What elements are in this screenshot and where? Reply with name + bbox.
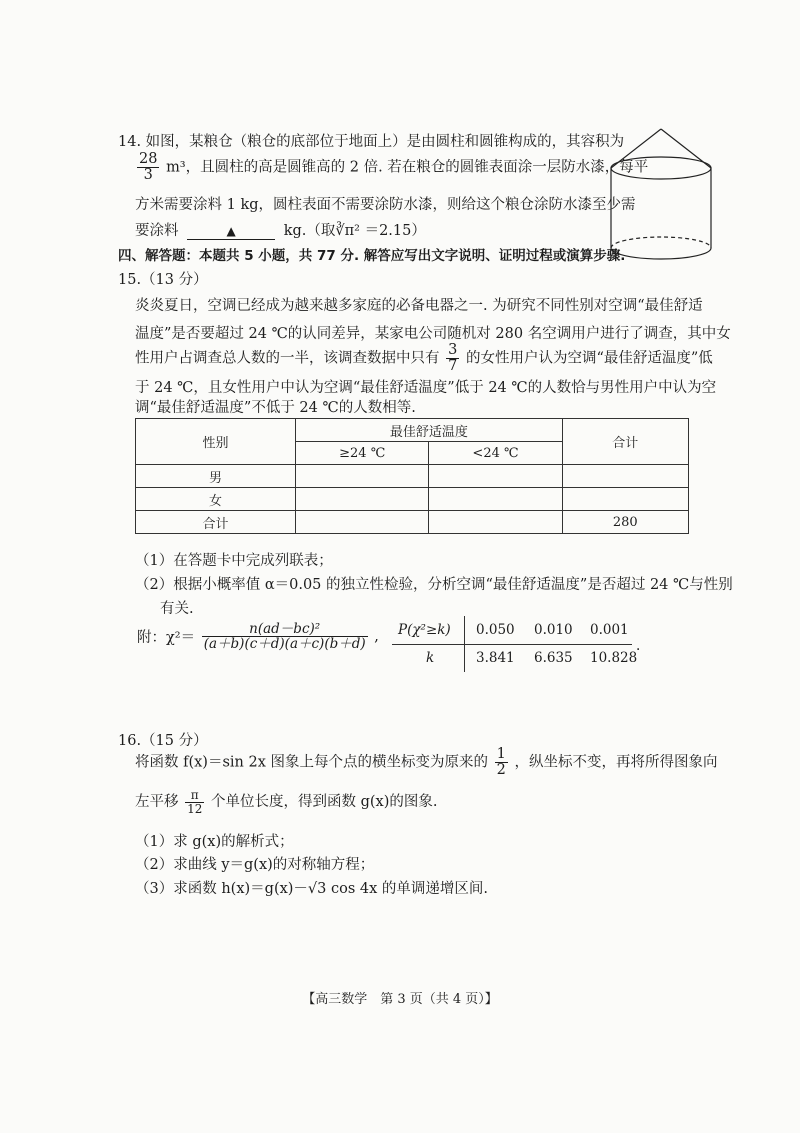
cylinder-bottom-back bbox=[611, 237, 711, 248]
k-value: 10.828 bbox=[590, 650, 638, 666]
q16-shift-fraction: $\frac{\pi}{12}$ bbox=[187, 788, 203, 816]
q15-sub2-a: （2）根据小概率值 α＝0.05 的独立性检验，分析空调“最佳舒适温度”是否超过 24 ℃与性别 bbox=[135, 577, 733, 593]
ptable-hline bbox=[392, 644, 632, 645]
header-total: 合计 bbox=[562, 419, 688, 465]
q16-half-fraction: $\frac{1}{2}$ bbox=[496, 746, 506, 779]
p-value: 0.001 bbox=[590, 622, 629, 638]
row-label-total: 合计 bbox=[136, 511, 296, 534]
q15-fraction: $\frac{3}{7}$ bbox=[448, 342, 458, 375]
q15-p2: 温度”是否要超过 24 ℃的认同差异，某家电公司随机对 280 名空调用户进行了调查，其中女 bbox=[135, 326, 731, 342]
q14-line1: 14. 如图，某粮仓（粮仓的底部位于地面上）是由圆柱和圆锥构成的，其容积为 bbox=[118, 134, 625, 150]
table-cell bbox=[429, 465, 562, 488]
chi-square-fraction: $\frac{\text{n(ad－bc)²}}{(a+b)(c+d)(a+c)(b+d)}$ bbox=[203, 621, 366, 653]
table-cell bbox=[429, 511, 562, 534]
q16-label: 16.（15 分） bbox=[118, 733, 208, 749]
table-cell bbox=[429, 488, 562, 511]
table-cell bbox=[296, 488, 429, 511]
table-cell bbox=[296, 465, 429, 488]
q14-volume-fraction: $\frac{28}{3}$ bbox=[139, 151, 158, 184]
ptable-row2-label: k bbox=[426, 650, 435, 666]
q14-line2: $\frac{28}{3}$ m³，且圆柱的高是圆锥高的 2 倍. 若在粮仓的圆锥表面涂一层防水漆，每平 bbox=[139, 151, 649, 184]
contingency-table bbox=[135, 418, 689, 534]
q16-sub3: （3）求函数 h(x)＝g(x)－√3 cos 4x 的单调递增区间. bbox=[135, 881, 489, 897]
q15-p1: 炎炎夏日，空调已经成为越来越多家庭的必备电器之一. 为研究不同性别对空调“最佳舒适 bbox=[135, 298, 703, 314]
table-cell bbox=[562, 465, 688, 488]
q15-p3: 性用户占调查总人数的一半，该调查数据中只有 $\frac{3}{7}$ 的女性用户认为空调“最佳舒适温度”低 bbox=[135, 342, 713, 375]
grand-total-cell: 280 bbox=[562, 511, 688, 534]
q14-line4: 要涂料 ▲ kg.（取∛π² ＝2.15） bbox=[135, 223, 426, 239]
chi-square-formula: 附：χ²＝ $\frac{\text{n(ad－bc)²}}{(a+b)(c+d)(a+c)(b+d)}$ , bbox=[137, 621, 379, 653]
p-value: 0.010 bbox=[534, 622, 573, 638]
table-cell bbox=[562, 488, 688, 511]
q16-p1: 将函数 f(x)＝sin 2x 图象上每个点的横坐标变为原来的 $\frac{1}{2}$ ，纵坐标不变，再将所得图象向 bbox=[135, 746, 718, 779]
header-comfort-temp: 最佳舒适温度 bbox=[296, 419, 563, 442]
q15-sub1: （1）在答题卡中完成列联表； bbox=[135, 553, 333, 569]
q15-p5: 调“最佳舒适温度”不低于 24 ℃的人数相等. bbox=[135, 400, 416, 416]
header-lt24: <24 ℃ bbox=[429, 442, 562, 465]
table-row bbox=[136, 465, 689, 488]
answer-blank bbox=[187, 223, 275, 240]
header-gender: 性别 bbox=[136, 419, 296, 465]
q15-p4: 于 24 ℃，且女性用户中认为空调“最佳舒适温度”低于 24 ℃的人数恰与男性用户中认为空 bbox=[135, 380, 717, 396]
q14-line3: 方米需要涂料 1 kg，圆柱表面不需要涂防水漆，则给这个粮仓涂防水漆至少需 bbox=[135, 197, 636, 213]
cylinder-top-ellipse bbox=[611, 157, 711, 179]
q16-sub2: （2）求曲线 y＝g(x)的对称轴方程； bbox=[135, 857, 375, 873]
page-footer: 【高三数学 第 3 页（共 4 页）】 bbox=[302, 992, 498, 1007]
table-cell bbox=[296, 511, 429, 534]
q16-p2: 左平移 $\frac{\pi}{12}$ 个单位长度，得到函数 g(x)的图象. bbox=[135, 788, 438, 816]
k-value: 6.635 bbox=[534, 650, 573, 666]
ptable-row1-label: P(χ²≥k) bbox=[398, 622, 451, 638]
q15-sub2-b: 有关. bbox=[160, 601, 194, 617]
table-row bbox=[136, 511, 689, 534]
p-value: 0.050 bbox=[476, 622, 515, 638]
k-value: 3.841 bbox=[476, 650, 515, 666]
section-heading: 四、解答题：本题共 5 小题，共 77 分. 解答应写出文字说明、证明过程或演算步骤. bbox=[118, 248, 626, 264]
row-label-male: 男 bbox=[136, 465, 296, 488]
header-ge24: ≥24 ℃ bbox=[296, 442, 429, 465]
q15-label: 15.（13 分） bbox=[118, 272, 208, 288]
row-label-female: 女 bbox=[136, 488, 296, 511]
triangle-icon: ▲ bbox=[226, 224, 236, 238]
cylinder-bottom-front bbox=[611, 248, 711, 259]
q16-sub1: （1）求 g(x)的解析式； bbox=[135, 834, 294, 850]
table-row bbox=[136, 488, 689, 511]
